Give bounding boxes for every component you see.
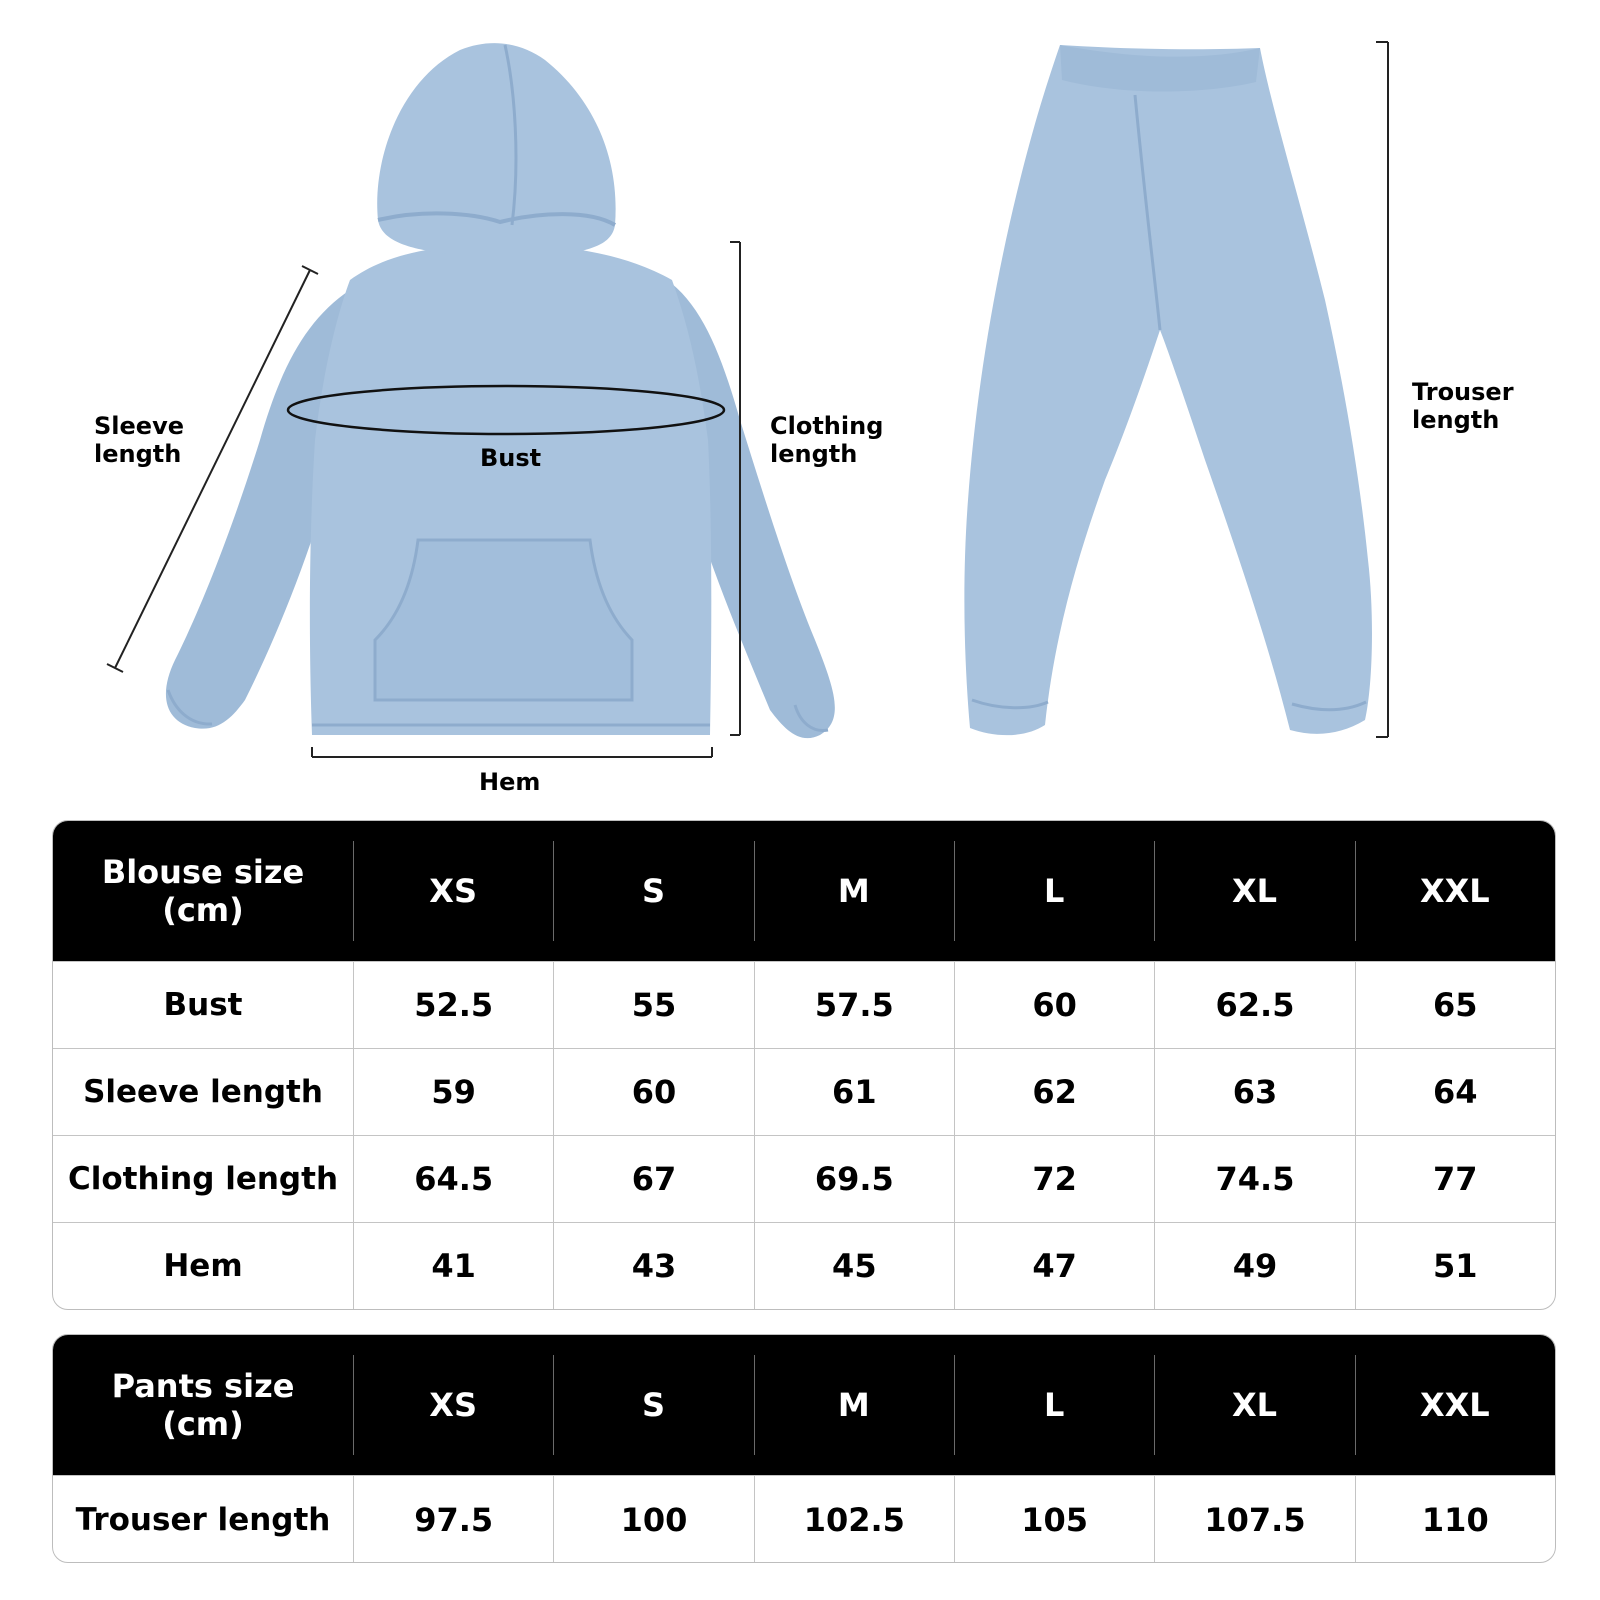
table-cell: 102.5 xyxy=(754,1476,954,1563)
table-cell: 63 xyxy=(1154,1049,1354,1135)
pants-image xyxy=(964,45,1372,735)
table-cell: 64.5 xyxy=(353,1136,553,1222)
row-label: Trouser length xyxy=(75,1501,331,1538)
table-cell: 61 xyxy=(754,1049,954,1135)
table-row-clothing-length xyxy=(53,1135,1555,1222)
table-cell: 62 xyxy=(954,1049,1154,1135)
table-row-trouser-length xyxy=(53,1475,1555,1563)
size-header-s: S xyxy=(553,821,753,961)
table-cell: 57.5 xyxy=(754,962,954,1048)
size-header-xxl: XXL xyxy=(1355,1335,1555,1475)
trouser-length-label: Trouser length xyxy=(1412,378,1514,434)
size-header-s: S xyxy=(553,1335,753,1475)
table-cell: 60 xyxy=(954,962,1154,1048)
table-cell: 60 xyxy=(553,1049,753,1135)
table-cell: 49 xyxy=(1154,1223,1354,1309)
size-header-xs: XS xyxy=(353,821,553,961)
sleeve-length-label: Sleeve length xyxy=(94,412,184,468)
table-cell: 97.5 xyxy=(353,1476,553,1563)
table-cell: 110 xyxy=(1355,1476,1555,1563)
table-cell: 74.5 xyxy=(1154,1136,1354,1222)
table-cell: 47 xyxy=(954,1223,1154,1309)
table-row-hem xyxy=(53,1222,1555,1309)
table-cell: 65 xyxy=(1355,962,1555,1048)
table-cell: 52.5 xyxy=(353,962,553,1048)
table-cell: 41 xyxy=(353,1223,553,1309)
hoodie-image xyxy=(166,43,835,738)
size-header-xl: XL xyxy=(1154,821,1354,961)
size-header-xs: XS xyxy=(353,1335,553,1475)
table-row-sleeve-length xyxy=(53,1048,1555,1135)
table-cell: 67 xyxy=(553,1136,753,1222)
table-row-bust xyxy=(53,961,1555,1048)
blouse-size-table xyxy=(52,820,1556,1310)
row-label: Hem xyxy=(163,1248,243,1284)
pants-size-table xyxy=(52,1334,1556,1563)
bust-label: Bust xyxy=(480,444,542,472)
size-header-xl: XL xyxy=(1154,1335,1354,1475)
hem-label: Hem xyxy=(479,768,541,796)
pants-table-header xyxy=(53,1335,1555,1475)
blouse-table-header xyxy=(53,821,1555,961)
table-cell: 105 xyxy=(954,1476,1154,1563)
row-label: Clothing length xyxy=(67,1161,339,1197)
table-cell: 77 xyxy=(1355,1136,1555,1222)
blouse-size-title: Blouse size (cm) xyxy=(101,853,305,929)
table-cell: 59 xyxy=(353,1049,553,1135)
size-header-m: M xyxy=(754,1335,954,1475)
row-label: Bust xyxy=(163,987,243,1023)
table-cell: 55 xyxy=(553,962,753,1048)
table-cell: 43 xyxy=(553,1223,753,1309)
table-cell: 100 xyxy=(553,1476,753,1563)
table-cell: 107.5 xyxy=(1154,1476,1354,1563)
table-cell: 72 xyxy=(954,1136,1154,1222)
row-label: Sleeve length xyxy=(83,1074,323,1110)
hoodie-pocket xyxy=(375,540,632,700)
size-header-m: M xyxy=(754,821,954,961)
size-header-xxl: XXL xyxy=(1355,821,1555,961)
size-header-l: L xyxy=(954,1335,1154,1475)
table-cell: 62.5 xyxy=(1154,962,1354,1048)
clothing-length-label: Clothing length xyxy=(770,412,884,468)
size-header-l: L xyxy=(954,821,1154,961)
table-cell: 45 xyxy=(754,1223,954,1309)
table-cell: 64 xyxy=(1355,1049,1555,1135)
pants-body xyxy=(964,45,1372,735)
table-cell: 51 xyxy=(1355,1223,1555,1309)
table-cell: 69.5 xyxy=(754,1136,954,1222)
pants-size-title: Pants size (cm) xyxy=(111,1367,295,1443)
